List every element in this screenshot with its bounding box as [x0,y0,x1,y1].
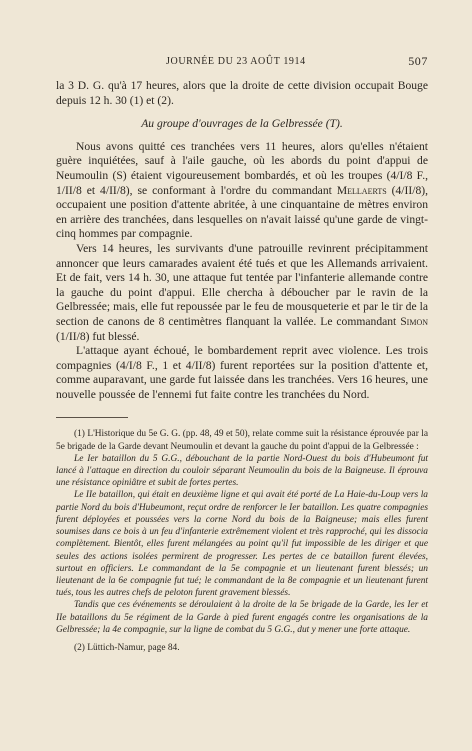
paragraph-3-text-b: (1/II/8) fut blessé. [56,329,140,343]
paragraph-3 [56,242,428,344]
main-text [56,79,428,654]
footnote-1-quote-2: Le IIe bataillon, qui était en deuxième ligne et qui avait été porté de La Haie-du-Loup vers la partie Nord du bois d'Hubeumont, reçut ordre de renforcer le Ier bataillon. Les quatre compagnies furent déployées et poussées vers la corne Nord du bois de la Baigneuse; mais elles furent soumises dans ce bois à un feu d'infanterie extrêmement violent et très rapproché, qui les dissocia complètement. Bientôt, elles furent mélangées au point qu'il fut impossible de les diriger et que seules des actions isolées permirent de progresser. Les pertes de ce bataillon furent élevées, surtout en officiers. Le commandant de la 5e compagnie et un lieutenant furent blessés; un lieutenant de la 6e compagnie fut tué; le commandant de la 8e compagnie et un lieutenant furent tués, tous les autres chefs de peloton furent gravement blessés. [56,490,428,599]
paragraph-4: L'attaque ayant échoué, le bombardement reprit avec violence. Les trois compagnies (4/I/8 F., 1 et 4/II/8) furent reportées sur la position d'attente et, comme auparavant, une garde fut laissée dans les tranchées. Vers 16 heures, une nouvelle poussée de l'ennemi fut faite contre les tranchées du Nord. [56,344,428,401]
paragraph-3-text-a: Vers 14 heures, les survivants d'une patrouille revinrent précipitamment annoncer que leurs camarades avaient été tués et que les Allemands arrivaient. Et de fait, vers 14 h. 30, une attaque fut tentée par l'infanterie allemande contre la gauche du point d'appui. Elle chercha à déboucher par le ravin de la Gelbressée; mais, elle fut repoussée par le feu de mousqueterie et par le tir de la section de canons de 8 centimètres flanquant la vallée. Le commandant [56,241,428,328]
footnote-divider [56,417,128,418]
section-subtitle: Au groupe d'ouvrages de la Gelbressée (T). [141,117,343,131]
running-title: JOURNÉE DU 23 AOÛT 1914 [166,56,306,67]
paragraph-2 [56,140,428,242]
page-number: 507 [408,54,428,68]
paragraph-continuation: la 3 D. G. qu'à 17 heures, alors que la droite de cette division occupait Bouge depuis 12 h. 30 (1) et (2). [56,79,428,107]
footnotes [56,428,428,654]
footnote-1-intro: (1) L'Historique du 5e G. G. (pp. 48, 49 et 50), relate comme suit la résistance éprouvée par la 5e brigade de la Garde devant Neumoulin et devant la gauche du point d'appui de la Gelbressée : [56,429,428,452]
paragraph-2-text-b: (4/II/8), occupaient une position d'attente abritée, à une cinquantaine de mètres environ en arrière des tranchées, dans lesquelles on n'avait laissé qu'une garde de vingt-cinq hommes par compagnie. [56,183,428,241]
paragraph-2-text-a: Nous avons quitté ces tranchées vers 11 heures, alors qu'elles n'étaient guère inquiétées, sauf à l'aile gauche, où les abords du point d'appui de Neumoulin (S) étaient vigoureusement bombardés, et où les troupes (4/I/8 F., 1/II/8 et 4/II/8), se conformant à l'ordre du commandant [56,139,428,197]
footnote-1-quote-1: Le Ier bataillon du 5 G.G., débouchant de la partie Nord-Ouest du bois d'Hubeumont fut lancé à l'attaque en direction du couloir séparant Neumoulin du bois de la Baigneuse. Il éprouva une résistance opiniâtre et subit de fortes pertes. [56,453,428,489]
commander-name-simon: Simon [400,314,428,328]
footnote-1-quote-3: Tandis que ces événements se déroulaient à la droite de la 5e brigade de la Garde, les Ier et IIe bataillons du 5e régiment de la Garde à pied furent engagés contre les organisations de la Gelbressée; la 4e compagnie, sur la ligne de combat du 5 G.G., dut y mener une forte attaque. [56,600,428,635]
footnote-2: (2) Lüttich-Namur, page 84. [74,642,180,653]
commander-name-mellaerts: Mellaerts [336,183,387,197]
